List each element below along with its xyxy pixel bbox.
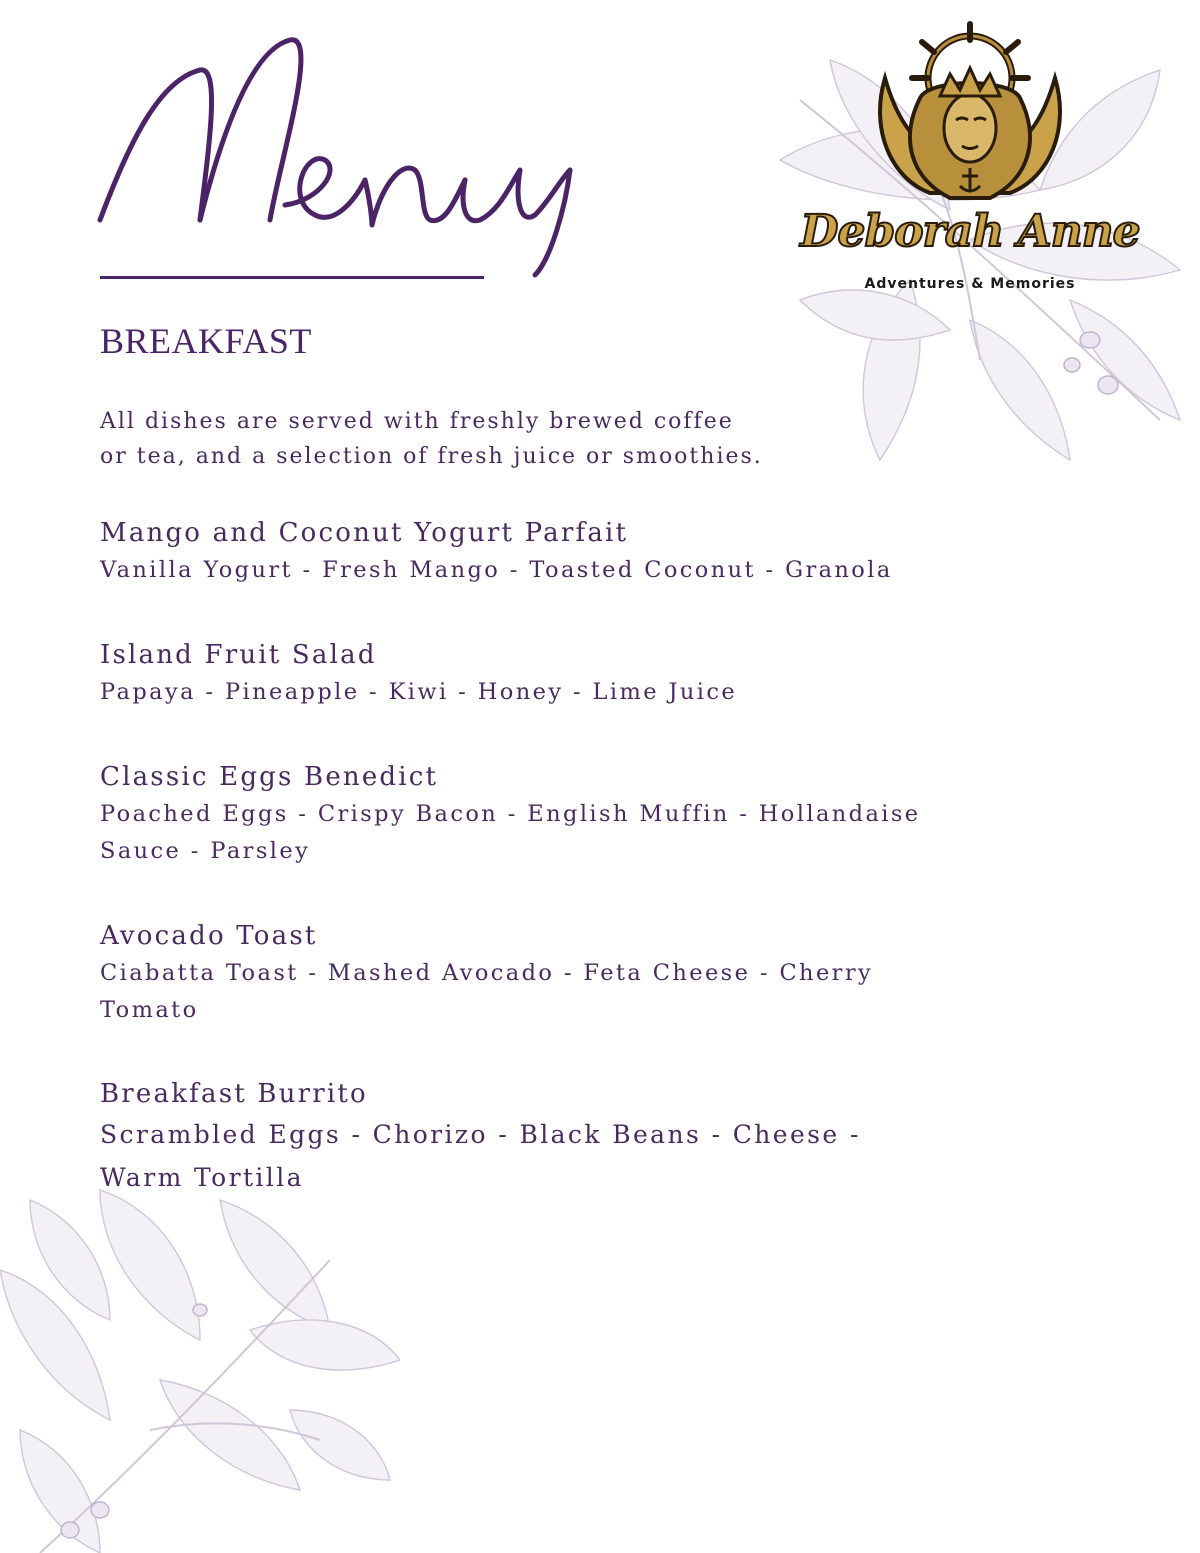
dish-name: Classic Eggs Benedict	[100, 762, 439, 792]
dish-name: Breakfast Burrito	[100, 1079, 368, 1109]
dish-description: Scrambled Eggs - Chorizo - Black Beans - Cheese -	[100, 1120, 861, 1149]
dish-item	[100, 514, 1000, 589]
title-underline	[100, 276, 484, 279]
decorative-leaves-bottom	[0, 1180, 400, 1553]
intro-line: All dishes are served with freshly brewed coffee	[100, 409, 734, 434]
dish-item	[100, 1075, 1000, 1199]
logo-emblem-icon	[800, 18, 1140, 218]
dish-name: Avocado Toast	[100, 921, 318, 951]
logo-name: Deborah Anne	[800, 206, 1140, 257]
dish-item	[100, 636, 1000, 711]
dish-description: Warm Tortilla	[100, 1163, 304, 1192]
dish-description: Vanilla Yogurt - Fresh Mango - Toasted Coconut - Granola	[100, 557, 893, 583]
section-title-breakfast: BREAKFAST	[100, 321, 312, 361]
dish-name: Mango and Coconut Yogurt Parfait	[100, 518, 629, 548]
deborah-anne-logo	[800, 18, 1140, 292]
dish-description: Ciabatta Toast - Mashed Avocado - Feta Cheese - Cherry	[100, 960, 874, 986]
dish-item	[100, 917, 1000, 1029]
menu-title	[90, 20, 610, 280]
dish-name: Island Fruit Salad	[100, 640, 377, 670]
logo-tagline: Adventures & Memories	[864, 276, 1076, 292]
dish-item	[100, 758, 1000, 870]
dish-description: Tomato	[100, 997, 199, 1023]
menu-title-script	[90, 20, 610, 280]
dish-description: Poached Eggs - Crispy Bacon - English Muffin - Hollandaise	[100, 801, 921, 827]
dish-description: Papaya - Pineapple - Kiwi - Honey - Lime Juice	[100, 679, 738, 705]
intro-line: or tea, and a selection of fresh juice or smoothies.	[100, 444, 763, 469]
section-intro	[100, 404, 860, 474]
dish-description: Sauce - Parsley	[100, 838, 311, 864]
